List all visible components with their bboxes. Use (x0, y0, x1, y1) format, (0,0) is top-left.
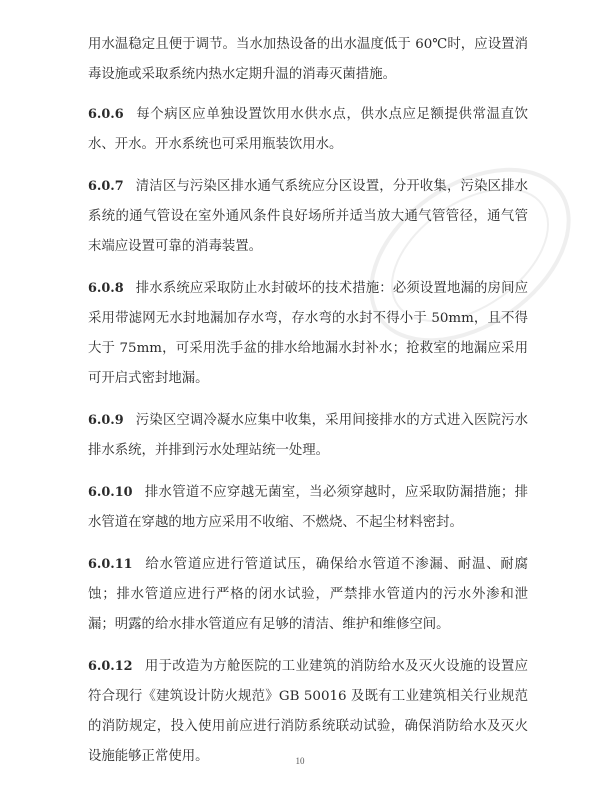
clause-text: 排水管道不应穿越无菌室，当必须穿越时，应采取防漏措施；排水管道在穿越的地方应采用不收缩、不燃烧、不起尘材料密封。 (88, 485, 528, 530)
clause-number: 6.0.8 (88, 281, 124, 296)
clause-number: 6.0.10 (88, 485, 133, 500)
clause-number: 6.0.11 (88, 557, 133, 572)
clause-number: 6.0.6 (88, 107, 124, 122)
clause-text: 每个病区应单独设置饮用水供水点，供水点应足额提供常温直饮水、开水。开水系统也可采用瓶装饮用水。 (88, 107, 528, 152)
clause-6-0-10 (88, 478, 528, 538)
clause-6-0-8 (88, 274, 528, 394)
clause-text: 清洁区与污染区排水通气系统应分区设置，分开收集，污染区排水系统的通气管设在室外通风条件良好场所并适当放大通气管管径，通气管末端应设置可靠的消毒装置。 (88, 179, 528, 254)
clause-text: 排水系统应采取防止水封破坏的技术措施：必须设置地漏的房间应采用带滤网无水封地漏加存水弯，存水弯的水封不得小于 50mm，且不得大于 75mm，可采用洗手盆的排水给地漏水封补水；抢救室的地漏应采用可开启式密封地漏。 (88, 281, 528, 386)
clause-number: 6.0.9 (88, 413, 124, 428)
page-number: 10 (295, 756, 305, 766)
clause-number: 6.0.7 (88, 179, 124, 194)
clause-6-0-12 (88, 652, 528, 772)
clause-text: 用于改造为方舱医院的工业建筑的消防给水及灭火设施的设置应符合现行《建筑设计防火规范》GB 50016 及既有工业建筑相关行业规范的消防规定，投入使用前应进行消防系统联动试验，确保消防给水及灭火设施能够正常使用。 (88, 659, 528, 764)
clause-text: 给水管道应进行管道试压，确保给水管道不渗漏、耐温、耐腐蚀；排水管道应进行严格的闭水试验，严禁排水管道内的污水外渗和泄漏；明露的给水排水管道应有足够的清洁、维护和维修空间。 (88, 557, 528, 632)
clause-number: 6.0.12 (88, 659, 133, 674)
intro-paragraph: 用水温稳定且便于调节。当水加热设备的出水温度低于 60℃时，应设置消毒设施或采取系统内热水定期升温的消毒灭菌措施。 (88, 37, 528, 82)
clause-6-0-11 (88, 550, 528, 640)
clause-6-0-6 (88, 100, 528, 160)
clause-6-0-7 (88, 172, 528, 262)
clause-text: 污染区空调冷凝水应集中收集，采用间接排水的方式进入医院污水排水系统，并排到污水处理站统一处理。 (88, 413, 528, 458)
clause-6-0-9 (88, 406, 528, 466)
document-body (88, 30, 528, 784)
